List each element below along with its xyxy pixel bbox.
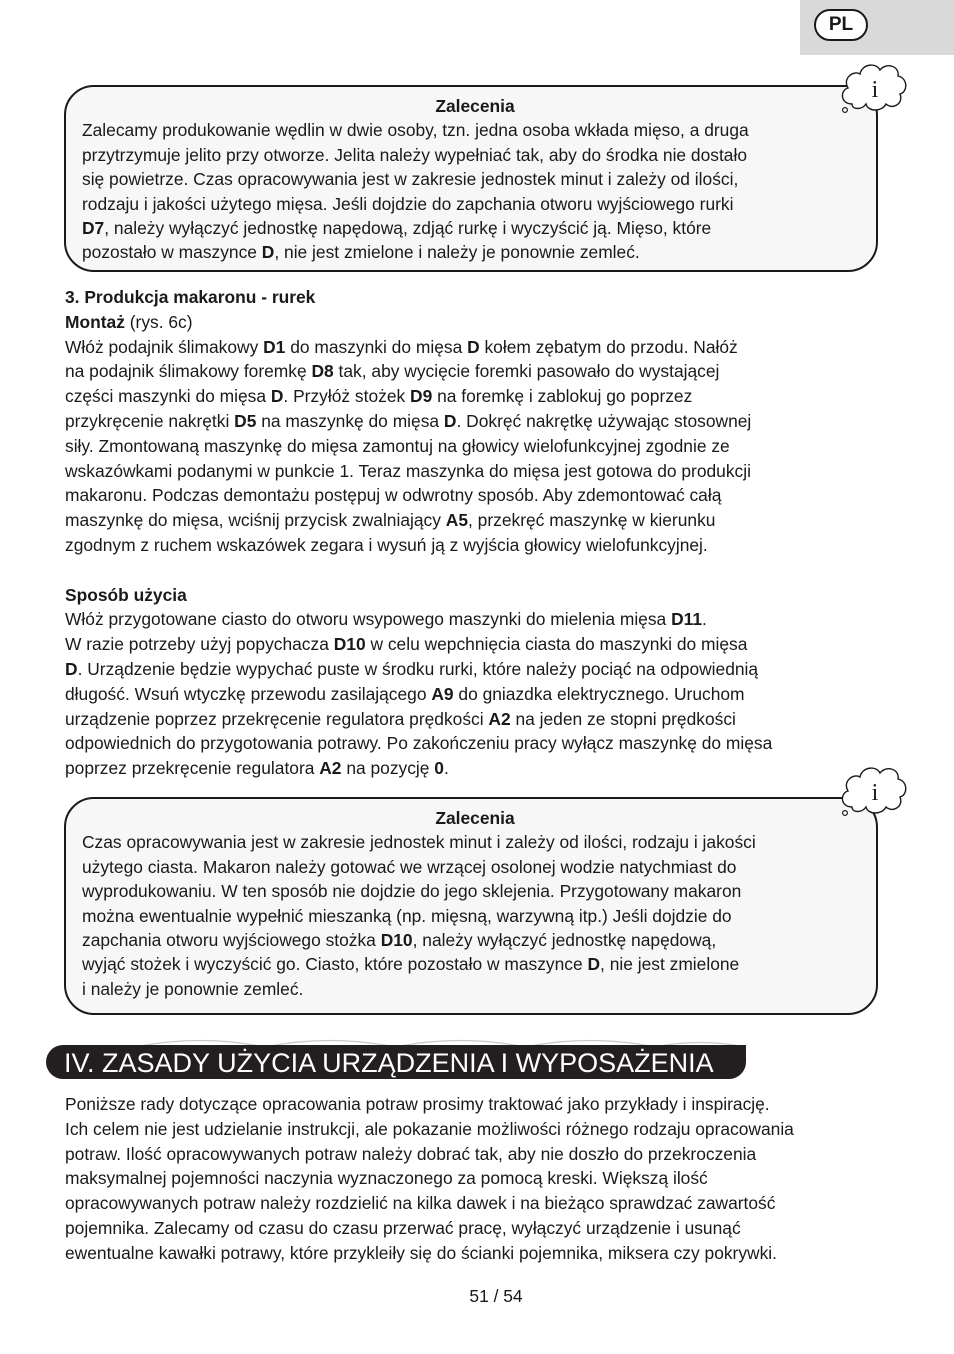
text-line: Zalecamy produkowanie wędlin w dwie osoby, tzn. jedna osoba wkłada mięso, a druga [82, 120, 749, 141]
text-line: na podajnik ślimakowy foremkę D8 tak, aby wycięcie foremki pasowało do wystającej [65, 361, 720, 382]
page-number: 51 / 54 [469, 1286, 523, 1306]
language-badge: PL [814, 9, 868, 41]
text-line [65, 558, 772, 583]
tip-box-sausages [64, 85, 878, 272]
tip-title: Zalecenia [435, 96, 515, 116]
text-line: poprzez przekręcenie regulatora A2 na pozycję 0. [65, 758, 449, 779]
text-line: odpowiednich do przygotowania potrawy. Po zakończeniu pracy wyłącz maszynkę do mięsa [65, 733, 773, 754]
text-line: urządzenie poprzez przekręcenie regulatora prędkości A2 na jeden ze stopni prędkości [65, 708, 736, 729]
text-line: Włóż przygotowane ciasto do otworu wsypowego maszynki do mielenia mięsa D11. [65, 609, 707, 630]
text-line: 3. Produkcja makaronu - rurek [65, 287, 316, 307]
text-line: przykręcenie nakrętki D5 na maszynkę do mięsa D. Dokręć nakrętkę używając stosownej [65, 410, 752, 431]
text-line: Sposób użycia [65, 584, 187, 605]
text-line: zapchania otworu wyjściowego stożka D10, należy wyłączyć jednostkę napędową, [82, 930, 717, 951]
text-line: wskazówkami podanymi w punkcie 1. Teraz maszynka do mięsa jest gotowa do produkcji [65, 460, 751, 481]
text-line: rodzaju i jakości użytego mięsa. Jeśli dojdzie do zapchania otworu wyjściowego rurki [82, 193, 734, 214]
text-line: Czas opracowywania jest w zakresie jednostek minut i zależy od ilości, rodzaju i jakości [82, 832, 756, 853]
text-line: Poniższe rady dotyczące opracowania potraw prosimy traktować jako przykłady i inspirację. [65, 1094, 770, 1114]
text-line: Włóż podajnik ślimakowy D1 do maszynki do mięsa D kołem zębatym do przodu. Nałóż [65, 336, 738, 357]
text-line: W razie potrzeby użyj popychacza D10 w celu wepchnięcia ciasta do maszynki do mięsa [65, 634, 748, 655]
text-line: części maszynki do mięsa D. Przyłóż stożek D9 na foremkę i zablokuj go poprzez [65, 386, 693, 407]
info-cloud-icon [838, 763, 910, 819]
text-line: opracowywanych potraw należy rozdzielić na kilka dawek i na bieżąco sprawdzać zawartość [65, 1193, 776, 1214]
text-line: D7, należy wyłączyć jednostkę napędową, zdjąć rurkę i wyczyścić ją. Mięso, które [82, 218, 712, 239]
tip-body [82, 118, 876, 264]
text-line: Ich celem nie jest udzielanie instrukcji, ale pokazanie możliwości różnego rodzaju opracowania [65, 1118, 794, 1139]
text-line: zgodnym z ruchem wskazówek zegara i wysuń ją z wyjścia głowicy wielofunkcyjnej. [65, 534, 708, 555]
text-line: można ewentualnie wypełnić mieszanką (np. mięsną, warzywną itp.) Jeśli dojdzie do [82, 905, 732, 926]
text-line: pozostało w maszynce D, nie jest zmielone i należy je ponownie zemleć. [82, 242, 640, 263]
section-pasta-production [65, 285, 772, 781]
section-heading-text: IV. ZASADY UŻYCIA URZĄDZENIA I WYPOSAŻENIA [64, 1048, 714, 1078]
text-line: potraw. Ilość opracowywanych potraw należy dobrać tak, aby nie doszło do przekroczenia [65, 1143, 757, 1164]
info-cloud-icon [838, 60, 910, 116]
text-line: użytego ciasta. Makaron należy gotować we wrzącej osolonej wodzie natychmiast do [82, 856, 737, 877]
text-line: maksymalnej pojemności naczynia wyznaczonego za pomocą kreski. Większą ilość [65, 1168, 708, 1189]
info-glyph: i [871, 780, 879, 806]
text-line: długość. Wsuń wtyczkę przewodu zasilającego A9 do gniazdka elektrycznego. Uruchom [65, 683, 745, 704]
text-line: przytrzymuje jelito przy otworze. Jelita należy wypełniać tak, aby do środka nie dostało [82, 144, 748, 165]
text-line: się powietrze. Czas opracowywania jest w zakresie jednostek minut i zależy od ilości, [82, 169, 739, 190]
text-line: pojemnika. Zalecamy od czasu do czasu przerwać pracę, wyłączyć urządzenie i usunąć [65, 1217, 741, 1238]
text-line: Montaż (rys. 6c) [65, 311, 193, 332]
section-heading [46, 1045, 746, 1079]
text-line: makaronu. Podczas demontażu postępuj w odwrotny sposób. Aby zdemontować całą [65, 485, 722, 506]
text-line: maszynkę do mięsa, wciśnij przycisk zwalniający A5, przekręć maszynkę w kierunku [65, 510, 716, 531]
text-line: i należy je ponownie zemleć. [82, 978, 304, 999]
section-usage-rules [65, 1092, 794, 1266]
text-line: wyprodukowaniu. W ten sposób nie dojdzie do jego sklejenia. Przygotowany makaron [82, 881, 742, 902]
text-line: siły. Zmontowaną maszynkę do mięsa zamontuj na głowicy wielofunkcyjnej zgodnie ze [65, 435, 730, 456]
text-line: D. Urządzenie będzie wypychać puste w środku rurki, które należy pociąć na odpowiednią [65, 658, 759, 679]
info-glyph: i [871, 77, 879, 103]
tip-title: Zalecenia [435, 808, 515, 828]
text-line: wyjąć stożek i wyczyścić go. Ciasto, które pozostało w maszynce D, nie jest zmielone [82, 954, 740, 975]
text-line: ewentualne kawałki potrawy, które przykleiły się do ścianki pojemnika, miksera czy pokrywki. [65, 1242, 777, 1263]
tip-body [82, 830, 876, 1001]
tip-box-pasta [64, 797, 878, 1015]
